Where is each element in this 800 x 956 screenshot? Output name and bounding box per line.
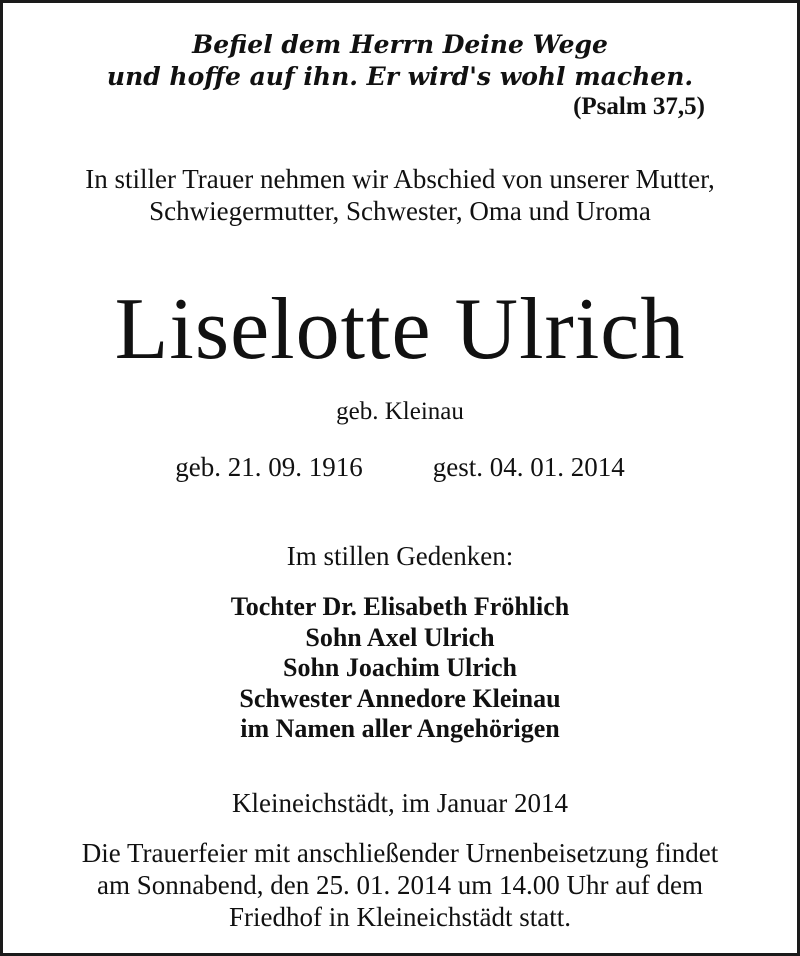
bible-verse <box>3 29 797 93</box>
place-and-date: Kleineichstädt, im Januar 2014 <box>232 788 568 818</box>
death-date: gest. 04. 01. 2014 <box>432 452 625 482</box>
memory-heading: Im stillen Gedenken: <box>286 541 514 571</box>
funeral-line-2: am Sonnabend, den 25. 01. 2014 um 14.00 Uhr auf dem <box>97 870 703 900</box>
verse-reference: (Psalm 37,5) <box>573 93 705 120</box>
maiden-name: geb. Kleinau <box>336 398 464 425</box>
deceased-name: Liselotte Ulrich <box>114 281 686 378</box>
funeral-line-1: Die Trauerfeier mit anschließender Urnenbeisetzung findet <box>81 838 719 868</box>
mourner-item: Sohn Joachim Ulrich <box>282 653 518 682</box>
mourner-item: im Namen aller Angehörigen <box>240 714 560 743</box>
mourner-item: Sohn Axel Ulrich <box>305 622 495 652</box>
verse-line-1: Befiel dem Herrn Deine Wege <box>192 30 608 59</box>
verse-line-2: und hoffe auf ihn. Er wird's wohl machen. <box>106 62 694 91</box>
birth-date: geb. 21. 09. 1916 <box>175 452 363 482</box>
funeral-info <box>3 837 797 933</box>
mourners-list <box>3 592 797 745</box>
intro-line-2: Schwiegermutter, Schwester, Oma und Uroma <box>149 196 651 226</box>
intro-text <box>3 163 797 227</box>
funeral-line-3: Friedhof in Kleineichstädt statt. <box>229 902 571 932</box>
life-dates <box>3 451 797 483</box>
intro-line-1: In stiller Trauer nehmen wir Abschied von unserer Mutter, <box>85 164 715 194</box>
mourner-item: Schwester Annedore Kleinau <box>239 683 561 713</box>
mourner-item: Tochter Dr. Elisabeth Fröhlich <box>230 592 570 621</box>
